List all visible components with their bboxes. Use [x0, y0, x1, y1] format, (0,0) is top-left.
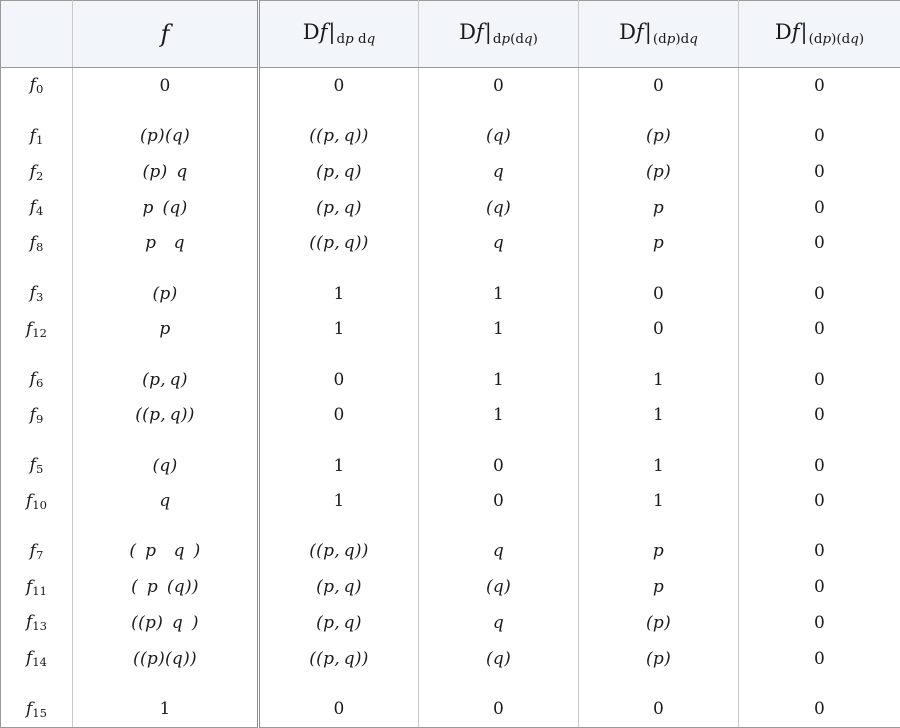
header-f: f	[73, 1, 259, 68]
cell-dp-paren-dq: 0	[419, 68, 579, 104]
group-separator	[1, 519, 900, 534]
cell-paren-dp-paren-dq: 0	[739, 483, 900, 519]
cell-dp-paren-dq: 1	[419, 362, 579, 398]
row-index: $f_{11}$	[1, 569, 73, 605]
row-index: $f_2$	[1, 154, 73, 190]
cell-dp-paren-dq: 0	[419, 691, 579, 728]
cell-dpdq: (p, q)	[259, 154, 419, 190]
table-row	[1, 569, 900, 605]
cell-dp-paren-dq: (q)	[419, 641, 579, 677]
table-row	[1, 190, 900, 226]
cell-paren-dp-paren-dq: 0	[739, 362, 900, 398]
cell-dpdq: 0	[259, 397, 419, 433]
cell-paren-dp-dq: 1	[579, 483, 739, 519]
row-index: $f_8$	[1, 226, 73, 262]
table-row	[1, 534, 900, 570]
cell-paren-dp-dq: 0	[579, 691, 739, 728]
cell-paren-dp-dq: (p)	[579, 605, 739, 641]
row-index: $f_{14}$	[1, 641, 73, 677]
cell-dpdq: ((p, q))	[259, 534, 419, 570]
cell-dp-paren-dq: 1	[419, 276, 579, 312]
table-body	[1, 68, 900, 728]
cell-paren-dp-dq: p	[579, 190, 739, 226]
cell-f: (q)	[73, 448, 259, 484]
table-row	[1, 226, 900, 262]
cell-paren-dp-paren-dq: 0	[739, 276, 900, 312]
cell-paren-dp-dq: 0	[579, 311, 739, 347]
cell-paren-dp-paren-dq: 0	[739, 118, 900, 154]
group-separator	[1, 433, 900, 448]
cell-dp-paren-dq: (q)	[419, 190, 579, 226]
header-row	[1, 1, 900, 68]
table-row	[1, 691, 900, 728]
cell-f: q	[73, 483, 259, 519]
row-index: $f_{12}$	[1, 311, 73, 347]
cell-paren-dp-dq: p	[579, 534, 739, 570]
cell-paren-dp-dq: (p)	[579, 154, 739, 190]
cell-dpdq: 1	[259, 276, 419, 312]
cell-paren-dp-dq: 1	[579, 448, 739, 484]
cell-dpdq: 1	[259, 311, 419, 347]
table-row	[1, 641, 900, 677]
row-index: $f_7$	[1, 534, 73, 570]
table-row	[1, 483, 900, 519]
cell-paren-dp-dq: 0	[579, 68, 739, 104]
cell-paren-dp-paren-dq: 0	[739, 154, 900, 190]
row-index: $f_6$	[1, 362, 73, 398]
cell-dpdq: 1	[259, 448, 419, 484]
cell-dpdq: ((p, q))	[259, 641, 419, 677]
row-index: $f_0$	[1, 68, 73, 104]
cell-dp-paren-dq: 0	[419, 483, 579, 519]
cell-f: p	[73, 311, 259, 347]
cell-f: (p)	[73, 276, 259, 312]
cell-paren-dp-dq: 1	[579, 362, 739, 398]
cell-paren-dp-paren-dq: 0	[739, 569, 900, 605]
cell-f: ((p)(q))	[73, 641, 259, 677]
cell-dpdq: (p, q)	[259, 569, 419, 605]
cell-f: 1	[73, 691, 259, 728]
row-index: $f_5$	[1, 448, 73, 484]
cell-paren-dp-dq: p	[579, 226, 739, 262]
cell-f: ((p, q))	[73, 397, 259, 433]
cell-dpdq: ((p, q))	[259, 118, 419, 154]
group-separator	[1, 261, 900, 276]
cell-dpdq: 1	[259, 483, 419, 519]
table-row	[1, 605, 900, 641]
cell-f: (p)(q)	[73, 118, 259, 154]
cell-paren-dp-paren-dq: 0	[739, 397, 900, 433]
row-index: $f_{13}$	[1, 605, 73, 641]
table-row	[1, 311, 900, 347]
cell-paren-dp-paren-dq: 0	[739, 641, 900, 677]
table-row	[1, 397, 900, 433]
cell-paren-dp-dq: (p)	[579, 641, 739, 677]
cell-paren-dp-paren-dq: 0	[739, 534, 900, 570]
header-df-dp-paren-dq: Df|dp(dq)	[419, 1, 579, 68]
cell-f: ( p q )	[73, 534, 259, 570]
row-index: $f_9$	[1, 397, 73, 433]
cell-f: (p) q	[73, 154, 259, 190]
cell-paren-dp-paren-dq: 0	[739, 311, 900, 347]
row-index: $f_{15}$	[1, 691, 73, 728]
table-row	[1, 362, 900, 398]
cell-dpdq: (p, q)	[259, 190, 419, 226]
cell-f: (p, q)	[73, 362, 259, 398]
cell-paren-dp-dq: (p)	[579, 118, 739, 154]
cell-paren-dp-dq: 0	[579, 276, 739, 312]
cell-f: ( p (q))	[73, 569, 259, 605]
cell-dp-paren-dq: q	[419, 534, 579, 570]
header-df-dp-dq: Df|dp dq	[259, 1, 419, 68]
cell-paren-dp-paren-dq: 0	[739, 605, 900, 641]
group-separator	[1, 104, 900, 119]
cell-f: ((p) q )	[73, 605, 259, 641]
row-index: $f_1$	[1, 118, 73, 154]
cell-dp-paren-dq: (q)	[419, 118, 579, 154]
header-corner	[1, 1, 73, 68]
cell-paren-dp-dq: p	[579, 569, 739, 605]
cell-dp-paren-dq: q	[419, 226, 579, 262]
cell-f: p q	[73, 226, 259, 262]
cell-paren-dp-paren-dq: 0	[739, 68, 900, 104]
cell-dp-paren-dq: (q)	[419, 569, 579, 605]
cell-paren-dp-paren-dq: 0	[739, 190, 900, 226]
cell-dp-paren-dq: 1	[419, 397, 579, 433]
cell-paren-dp-paren-dq: 0	[739, 691, 900, 728]
group-separator	[1, 347, 900, 362]
cell-dpdq: (p, q)	[259, 605, 419, 641]
header-df-paren-dp-dq: Df|(dp)dq	[579, 1, 739, 68]
header-df-paren-dp-paren-dq: Df|(dp)(dq)	[739, 1, 900, 68]
cell-dpdq: 0	[259, 362, 419, 398]
cell-dp-paren-dq: 0	[419, 448, 579, 484]
group-separator	[1, 676, 900, 691]
cell-dpdq: 0	[259, 691, 419, 728]
row-index: $f_4$	[1, 190, 73, 226]
cell-paren-dp-paren-dq: 0	[739, 448, 900, 484]
table-row	[1, 276, 900, 312]
table-row	[1, 154, 900, 190]
cell-dp-paren-dq: q	[419, 154, 579, 190]
cell-dpdq: ((p, q))	[259, 226, 419, 262]
cell-f: p (q)	[73, 190, 259, 226]
cell-dp-paren-dq: 1	[419, 311, 579, 347]
table-row	[1, 68, 900, 104]
cell-dpdq: 0	[259, 68, 419, 104]
cell-f: 0	[73, 68, 259, 104]
cell-dp-paren-dq: q	[419, 605, 579, 641]
row-index: $f_{10}$	[1, 483, 73, 519]
cell-paren-dp-paren-dq: 0	[739, 226, 900, 262]
row-index: $f_3$	[1, 276, 73, 312]
table-row	[1, 448, 900, 484]
cell-paren-dp-dq: 1	[579, 397, 739, 433]
table-header	[1, 1, 900, 68]
table-row	[1, 118, 900, 154]
